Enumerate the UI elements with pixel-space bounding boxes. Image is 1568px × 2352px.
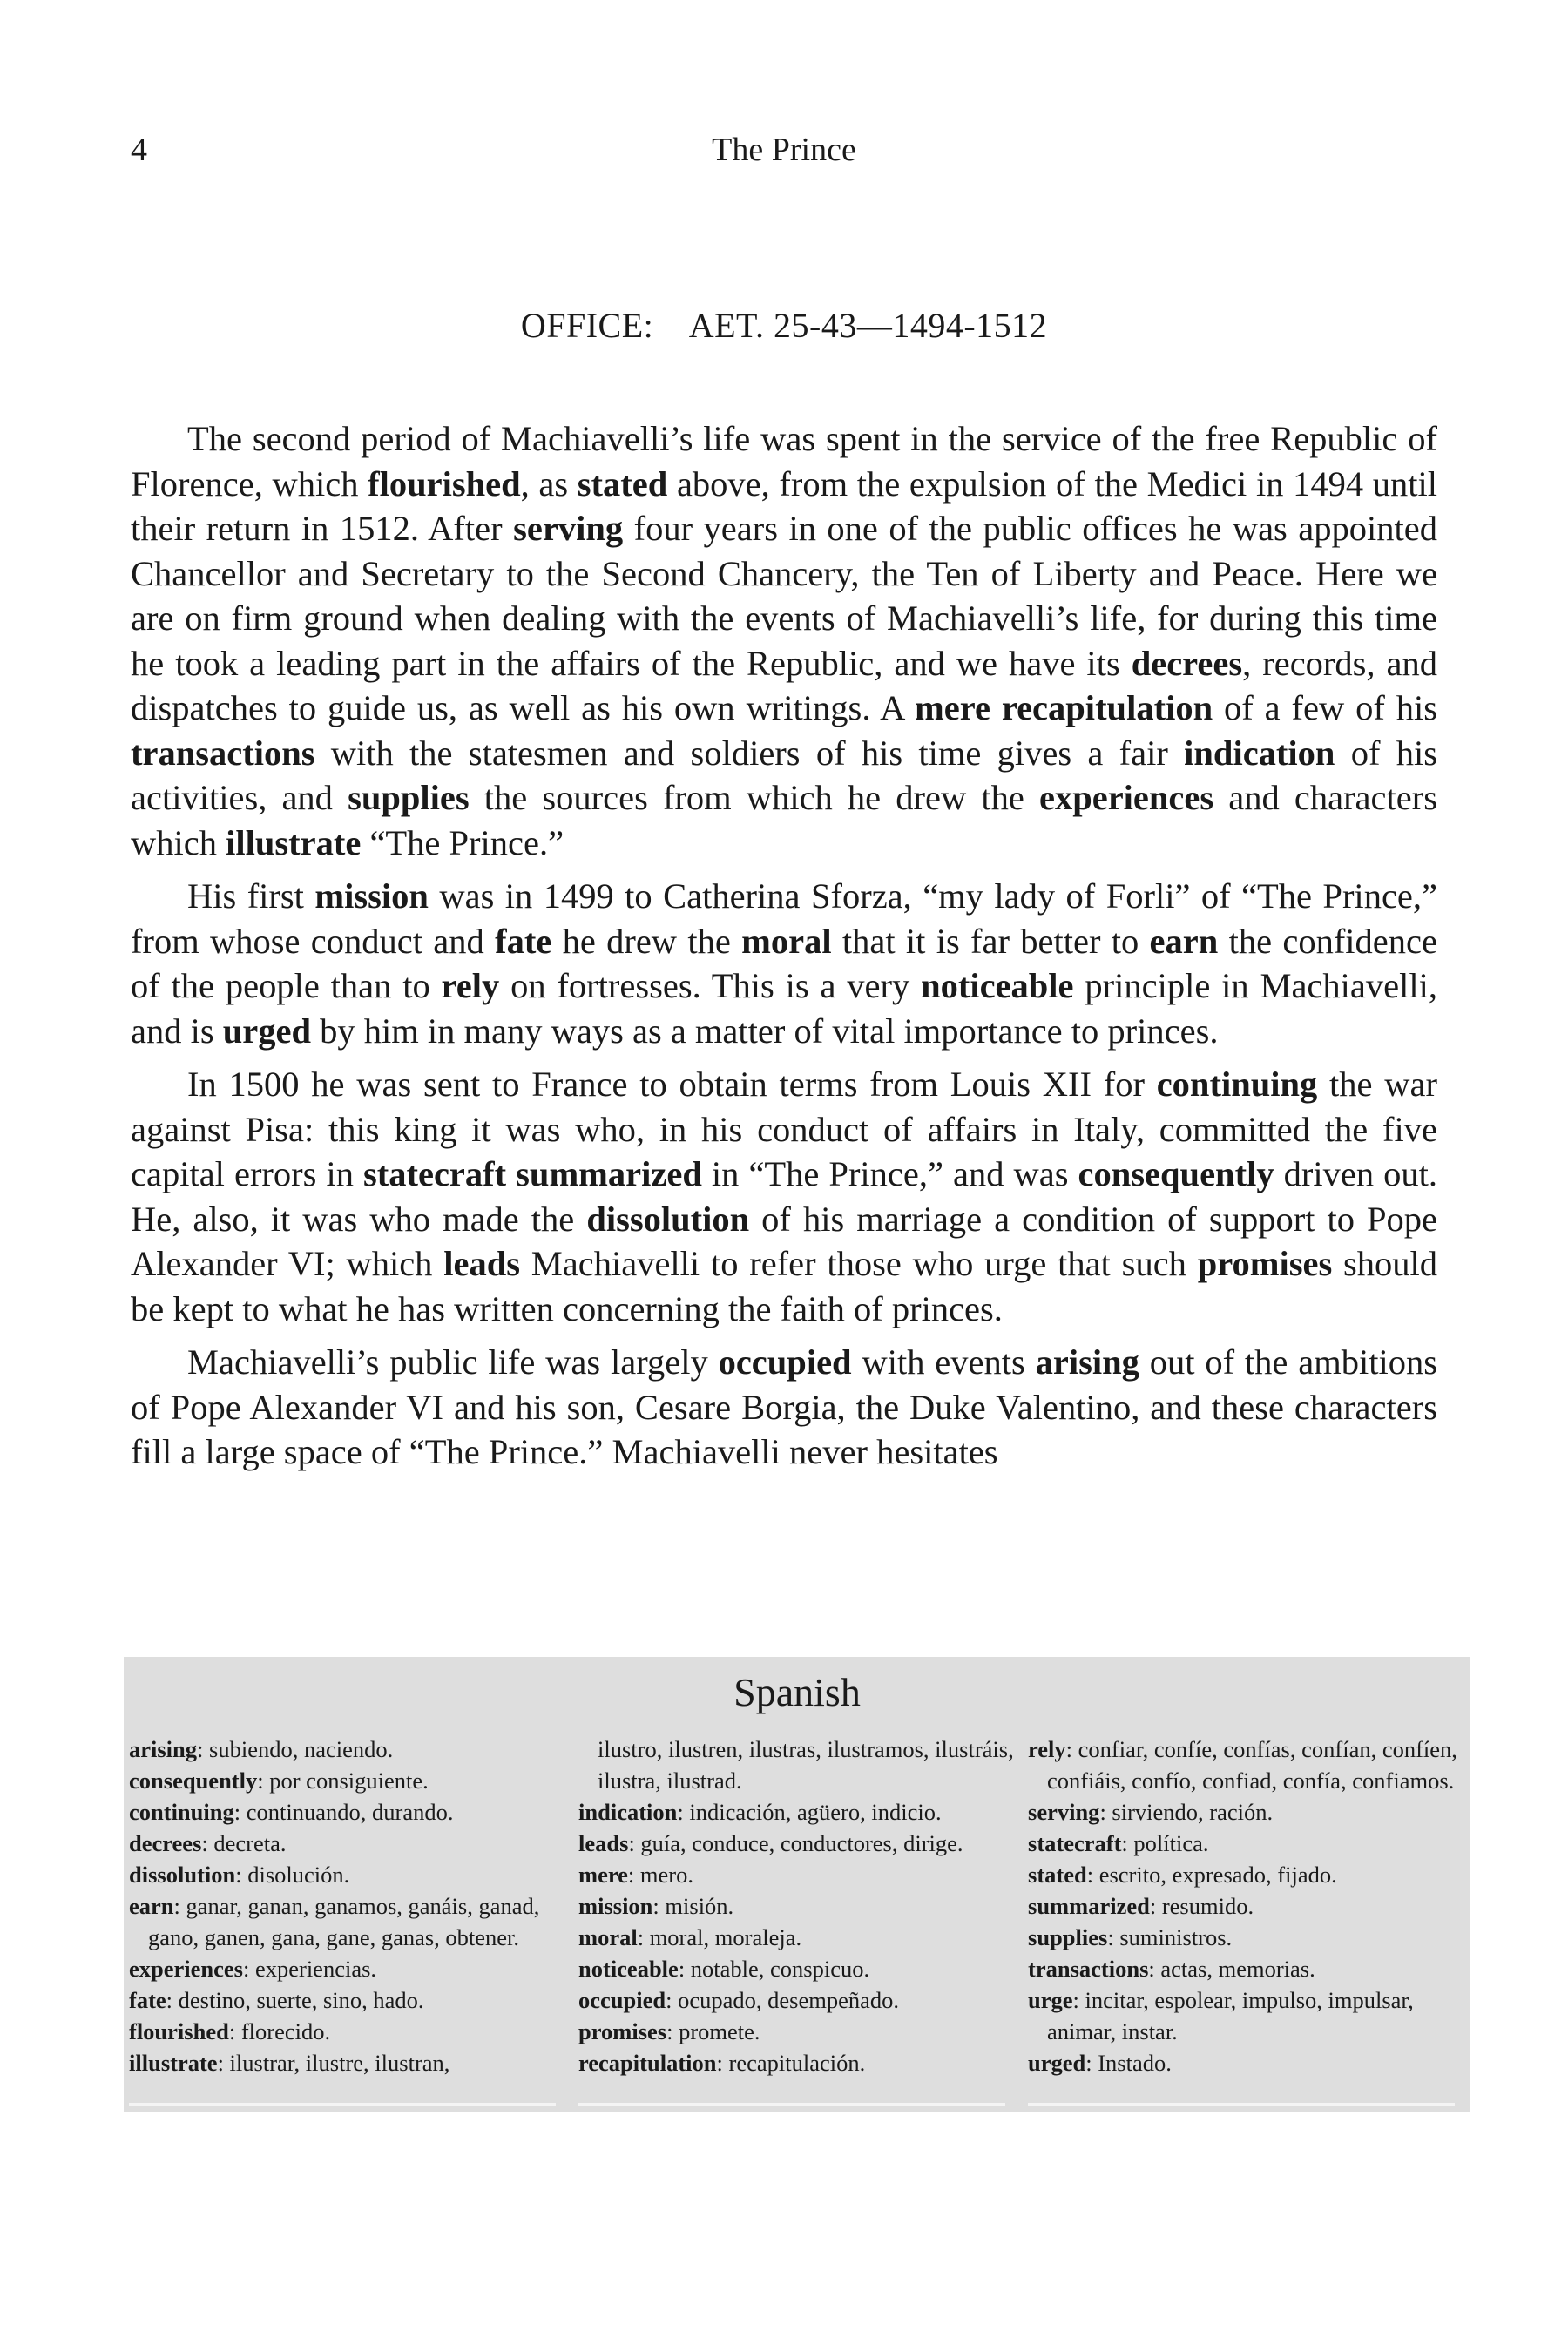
glossary-entry [578, 2016, 1014, 2047]
text-run: on fortresses. This is a very [499, 966, 922, 1005]
glossary-entry-term: leads [578, 1830, 629, 1856]
glossary-entry [1028, 1734, 1476, 1796]
text-run: of his activities, and [131, 733, 1437, 817]
paragraph [131, 1062, 1437, 1331]
glossary-entry-definition: : destino, suerte, sino, hado. [166, 1987, 424, 2013]
glossary-entry [578, 1796, 1014, 1828]
glossary-entry-term: moral [578, 1924, 638, 1950]
glossary-entry-term: decrees [129, 1830, 202, 1856]
glossary-column-1 [129, 1734, 564, 2078]
glossary-entry [578, 1828, 1014, 1859]
glossary-entry-term: illustrate [129, 2050, 218, 2076]
glossary-entry-definition: : ocupado, desempeñado. [666, 1987, 899, 2013]
glossary-entry-term: summarized [1028, 1893, 1150, 1919]
text-run: , records, and dispatches to guide us, as well as his own writings. A [131, 643, 1437, 727]
text-run: above, from the expulsion of the Medici in 1494 until their return in 1512. After [131, 463, 1437, 548]
text-run: in “The Prince,” and was [701, 1154, 1078, 1193]
glossary-entry-term: urged [1028, 2050, 1086, 2076]
glossary-entry-term: supplies [1028, 1924, 1108, 1950]
glossary-term: statecraft summarized [362, 1154, 702, 1193]
glossary-entry-definition: : por consiguiente. [257, 1767, 429, 1794]
page-number: 4 [131, 132, 147, 168]
glossary-term: dissolution [586, 1199, 750, 1239]
glossary-entry-term: stated [1028, 1862, 1087, 1888]
glossary-entry-definition: : moral, moraleja. [637, 1924, 802, 1950]
glossary-entry-definition: : promete. [666, 2018, 760, 2044]
text-run: with the statesmen and soldiers of his time gives a fair [314, 733, 1185, 773]
text-run: that it is far better to [831, 921, 1150, 961]
glossary-entry-definition: : resumido. [1149, 1893, 1254, 1919]
glossary-entry-term: indication [578, 1799, 678, 1825]
glossary-entry-term: fate [129, 1987, 166, 2013]
glossary-entry-term: recapitulation [578, 2050, 717, 2076]
glossary-entry [129, 1984, 564, 2016]
paragraph [131, 1340, 1437, 1475]
column-divider [129, 2103, 556, 2106]
chapter-heading: OFFICE: AET. 25-43—1494-1512 [520, 306, 1048, 345]
glossary-entry [1028, 1828, 1476, 1859]
paragraph [131, 416, 1437, 865]
glossary-entry-continuation: ilustro, ilustren, ilustras, ilustramos, ilustráis, ilustra, ilustrad. [598, 1736, 1014, 1794]
glossary-term: continuing [1156, 1064, 1318, 1104]
glossary-entry [129, 1734, 564, 1765]
text-run: should be kept to what he has written concerning the faith of princes. [131, 1244, 1438, 1328]
glossary-term: experiences [1038, 778, 1214, 817]
glossary-term: consequently [1078, 1154, 1274, 1193]
text-run: of his marriage a condition of support to Pope Alexander VI; which [131, 1199, 1437, 1283]
glossary-column-3 [1028, 1734, 1476, 2078]
text-run: the sources from which he drew the [469, 778, 1039, 817]
paragraph [131, 874, 1437, 1053]
text-run: out of the ambitions of Pope Alexander VI and his son, Cesare Borgia, the Duke Valentino, and these characters fill a large space of “The Prince.” Machiavelli never hesitates [131, 1342, 1437, 1471]
glossary-entry-definition: : sirviendo, ración. [1099, 1799, 1274, 1825]
text-run: with events [851, 1342, 1036, 1382]
glossary-term: earn [1149, 921, 1219, 961]
glossary-term: decrees [1131, 643, 1243, 683]
glossary-term: illustrate [226, 822, 362, 862]
glossary-entry [578, 1922, 1014, 1953]
glossary-entry-definition: : Instado. [1085, 2050, 1172, 2076]
glossary-entry-term: consequently [129, 1767, 258, 1794]
glossary-entry [578, 2047, 1014, 2078]
glossary-entry-definition: : subiendo, naciendo. [197, 1736, 394, 1762]
glossary-entry-definition: : continuando, durando. [233, 1799, 454, 1825]
glossary-title: Spanish [733, 1670, 861, 1714]
running-title: The Prince [712, 132, 856, 168]
glossary-entry-definition: : política. [1121, 1830, 1209, 1856]
glossary-entry [129, 1765, 564, 1796]
glossary-entry-definition: : recapitulación. [716, 2050, 866, 2076]
glossary-entry-definition: : ilustrar, ilustre, ilustran, [217, 2050, 450, 2076]
glossary-term: moral [741, 921, 832, 961]
glossary-entry [1028, 1953, 1476, 1984]
glossary-entry-definition: : decreta. [201, 1830, 287, 1856]
text-run: “The Prince.” [361, 822, 564, 862]
glossary-entry-term: mission [578, 1893, 653, 1919]
glossary-entry-definition: : experiencias. [242, 1956, 377, 1982]
glossary-entry [129, 1859, 564, 1890]
glossary-entry-definition: : confiar, confíe, confías, confían, confíen, confiáis, confío, confiad, confía, confiamos. [1047, 1736, 1457, 1794]
text-run: Machiavelli to refer those who urge that such [519, 1244, 1198, 1283]
text-run: , as [520, 463, 578, 504]
text-run: the confidence of the people than to [131, 921, 1437, 1005]
glossary-entry-definition: : indicación, agüero, indicio. [677, 1799, 942, 1825]
glossary-term: occupied [718, 1342, 852, 1382]
glossary-entry [1028, 1890, 1476, 1922]
text-run: His first [187, 876, 315, 916]
glossary-entry-term: rely [1028, 1736, 1066, 1762]
text-run: he drew the [551, 921, 742, 961]
glossary-term: flourished [368, 463, 521, 504]
glossary-term: stated [577, 463, 668, 504]
glossary-term: noticeable [921, 966, 1074, 1005]
glossary-entry [1028, 1859, 1476, 1890]
body-text [131, 416, 1437, 1484]
glossary-term: mission [314, 876, 429, 916]
glossary-entry-definition: : notable, conspicuo. [678, 1956, 870, 1982]
glossary-entry [129, 1890, 564, 1953]
glossary-entry-term: continuing [129, 1799, 234, 1825]
glossary-entry-definition: : mero. [627, 1862, 693, 1888]
glossary-entry-term: flourished [129, 2018, 229, 2044]
glossary-entry-term: noticeable [578, 1956, 679, 1982]
glossary-box [124, 1657, 1470, 2112]
glossary-entry-term: promises [578, 2018, 667, 2044]
glossary-entry [1028, 1796, 1476, 1828]
glossary-term: mere recapitulation [915, 688, 1213, 727]
glossary-entry-term: statecraft [1028, 1830, 1122, 1856]
glossary-entry-term: urge [1028, 1987, 1073, 2013]
text-run: Machiavelli’s public life was largely [187, 1342, 719, 1382]
glossary-entry [1028, 2047, 1476, 2078]
glossary-entry-definition: : ganar, ganan, ganamos, ganáis, ganad, gano, ganen, gana, gane, ganas, obtener. [148, 1893, 540, 1950]
glossary-entry-definition: : suministros. [1107, 1924, 1233, 1950]
glossary-entry-definition: : actas, memorias. [1148, 1956, 1315, 1982]
glossary-entry [1028, 1984, 1476, 2047]
glossary-term: indication [1184, 733, 1335, 773]
text-run: the war against Pisa: this king it was who, in his conduct of affairs in Italy, committed the five capital errors in [131, 1064, 1437, 1193]
text-run: of a few of his [1213, 688, 1437, 727]
glossary-entry [129, 2016, 564, 2047]
glossary-entry-definition: : disolución. [235, 1862, 350, 1888]
glossary-entry [129, 1953, 564, 1984]
glossary-entry [129, 2047, 564, 2078]
glossary-entry-definition: : escrito, expresado, fijado. [1086, 1862, 1337, 1888]
glossary-entry [578, 1953, 1014, 1984]
glossary-entry-term: transactions [1028, 1956, 1149, 1982]
glossary-entry [129, 1796, 564, 1828]
glossary-term: leads [443, 1244, 520, 1283]
glossary-term: supplies [348, 778, 470, 817]
text-run: by him in many ways as a matter of vital importance to princes. [311, 1010, 1219, 1051]
glossary-term: arising [1035, 1342, 1139, 1382]
column-divider [578, 2103, 1005, 2106]
glossary-term: transactions [131, 733, 315, 773]
glossary-column-2 [578, 1734, 1014, 2078]
text-run: principle in Machiavelli, and is [131, 966, 1437, 1051]
text-run: In 1500 he was sent to France to obtain terms from Louis XII for [187, 1064, 1157, 1104]
glossary-term: urged [222, 1010, 311, 1051]
glossary-entry-term: occupied [578, 1987, 666, 2013]
glossary-term: serving [513, 509, 624, 548]
glossary-entry-term: experiences [129, 1956, 243, 1982]
glossary-entry [129, 1828, 564, 1859]
glossary-term: rely [441, 966, 500, 1005]
glossary-entry [578, 1890, 1014, 1922]
glossary-entry-term: mere [578, 1862, 628, 1888]
glossary-entry-definition: : florecido. [228, 2018, 331, 2044]
glossary-entry-term: serving [1028, 1799, 1100, 1825]
column-divider [1028, 2103, 1455, 2106]
text-run: driven out. He, also, it was who made the [131, 1154, 1437, 1239]
glossary-entry [1028, 1922, 1476, 1953]
glossary-entry-definition: : guía, conduce, conductores, dirige. [628, 1830, 963, 1856]
glossary-entry-term: arising [129, 1736, 198, 1762]
text-run: was in 1499 to Catherina Sforza, “my lady of Forli” of “The Prince,” from whose conduct and [131, 876, 1437, 961]
text-run: four years in one of the public offices he was appointed Chancellor and Secretary to the Second Chancery, the Ten of Liberty and Peace. Here we are on firm ground when dealing with the events of Machiavelli’s life, for during this time he took a leading part in the affairs of the Republic, and we have its [131, 509, 1437, 683]
glossary-entry-definition: : misión. [652, 1893, 734, 1919]
glossary-entry-definition: : incitar, espolear, impulso, impulsar, animar, instar. [1047, 1987, 1414, 2044]
glossary-entry [578, 1984, 1014, 2016]
text-run: The second period of Machiavelli’s life was spent in the service of the free Republic of Florence, which [131, 419, 1437, 504]
glossary-entry-term: earn [129, 1893, 174, 1919]
text-run: and characters which [131, 778, 1437, 862]
glossary-term: promises [1197, 1244, 1333, 1283]
glossary-term: fate [495, 921, 552, 961]
glossary-entry-term: dissolution [129, 1862, 236, 1888]
glossary-entry [578, 1859, 1014, 1890]
page-header [131, 131, 1437, 183]
